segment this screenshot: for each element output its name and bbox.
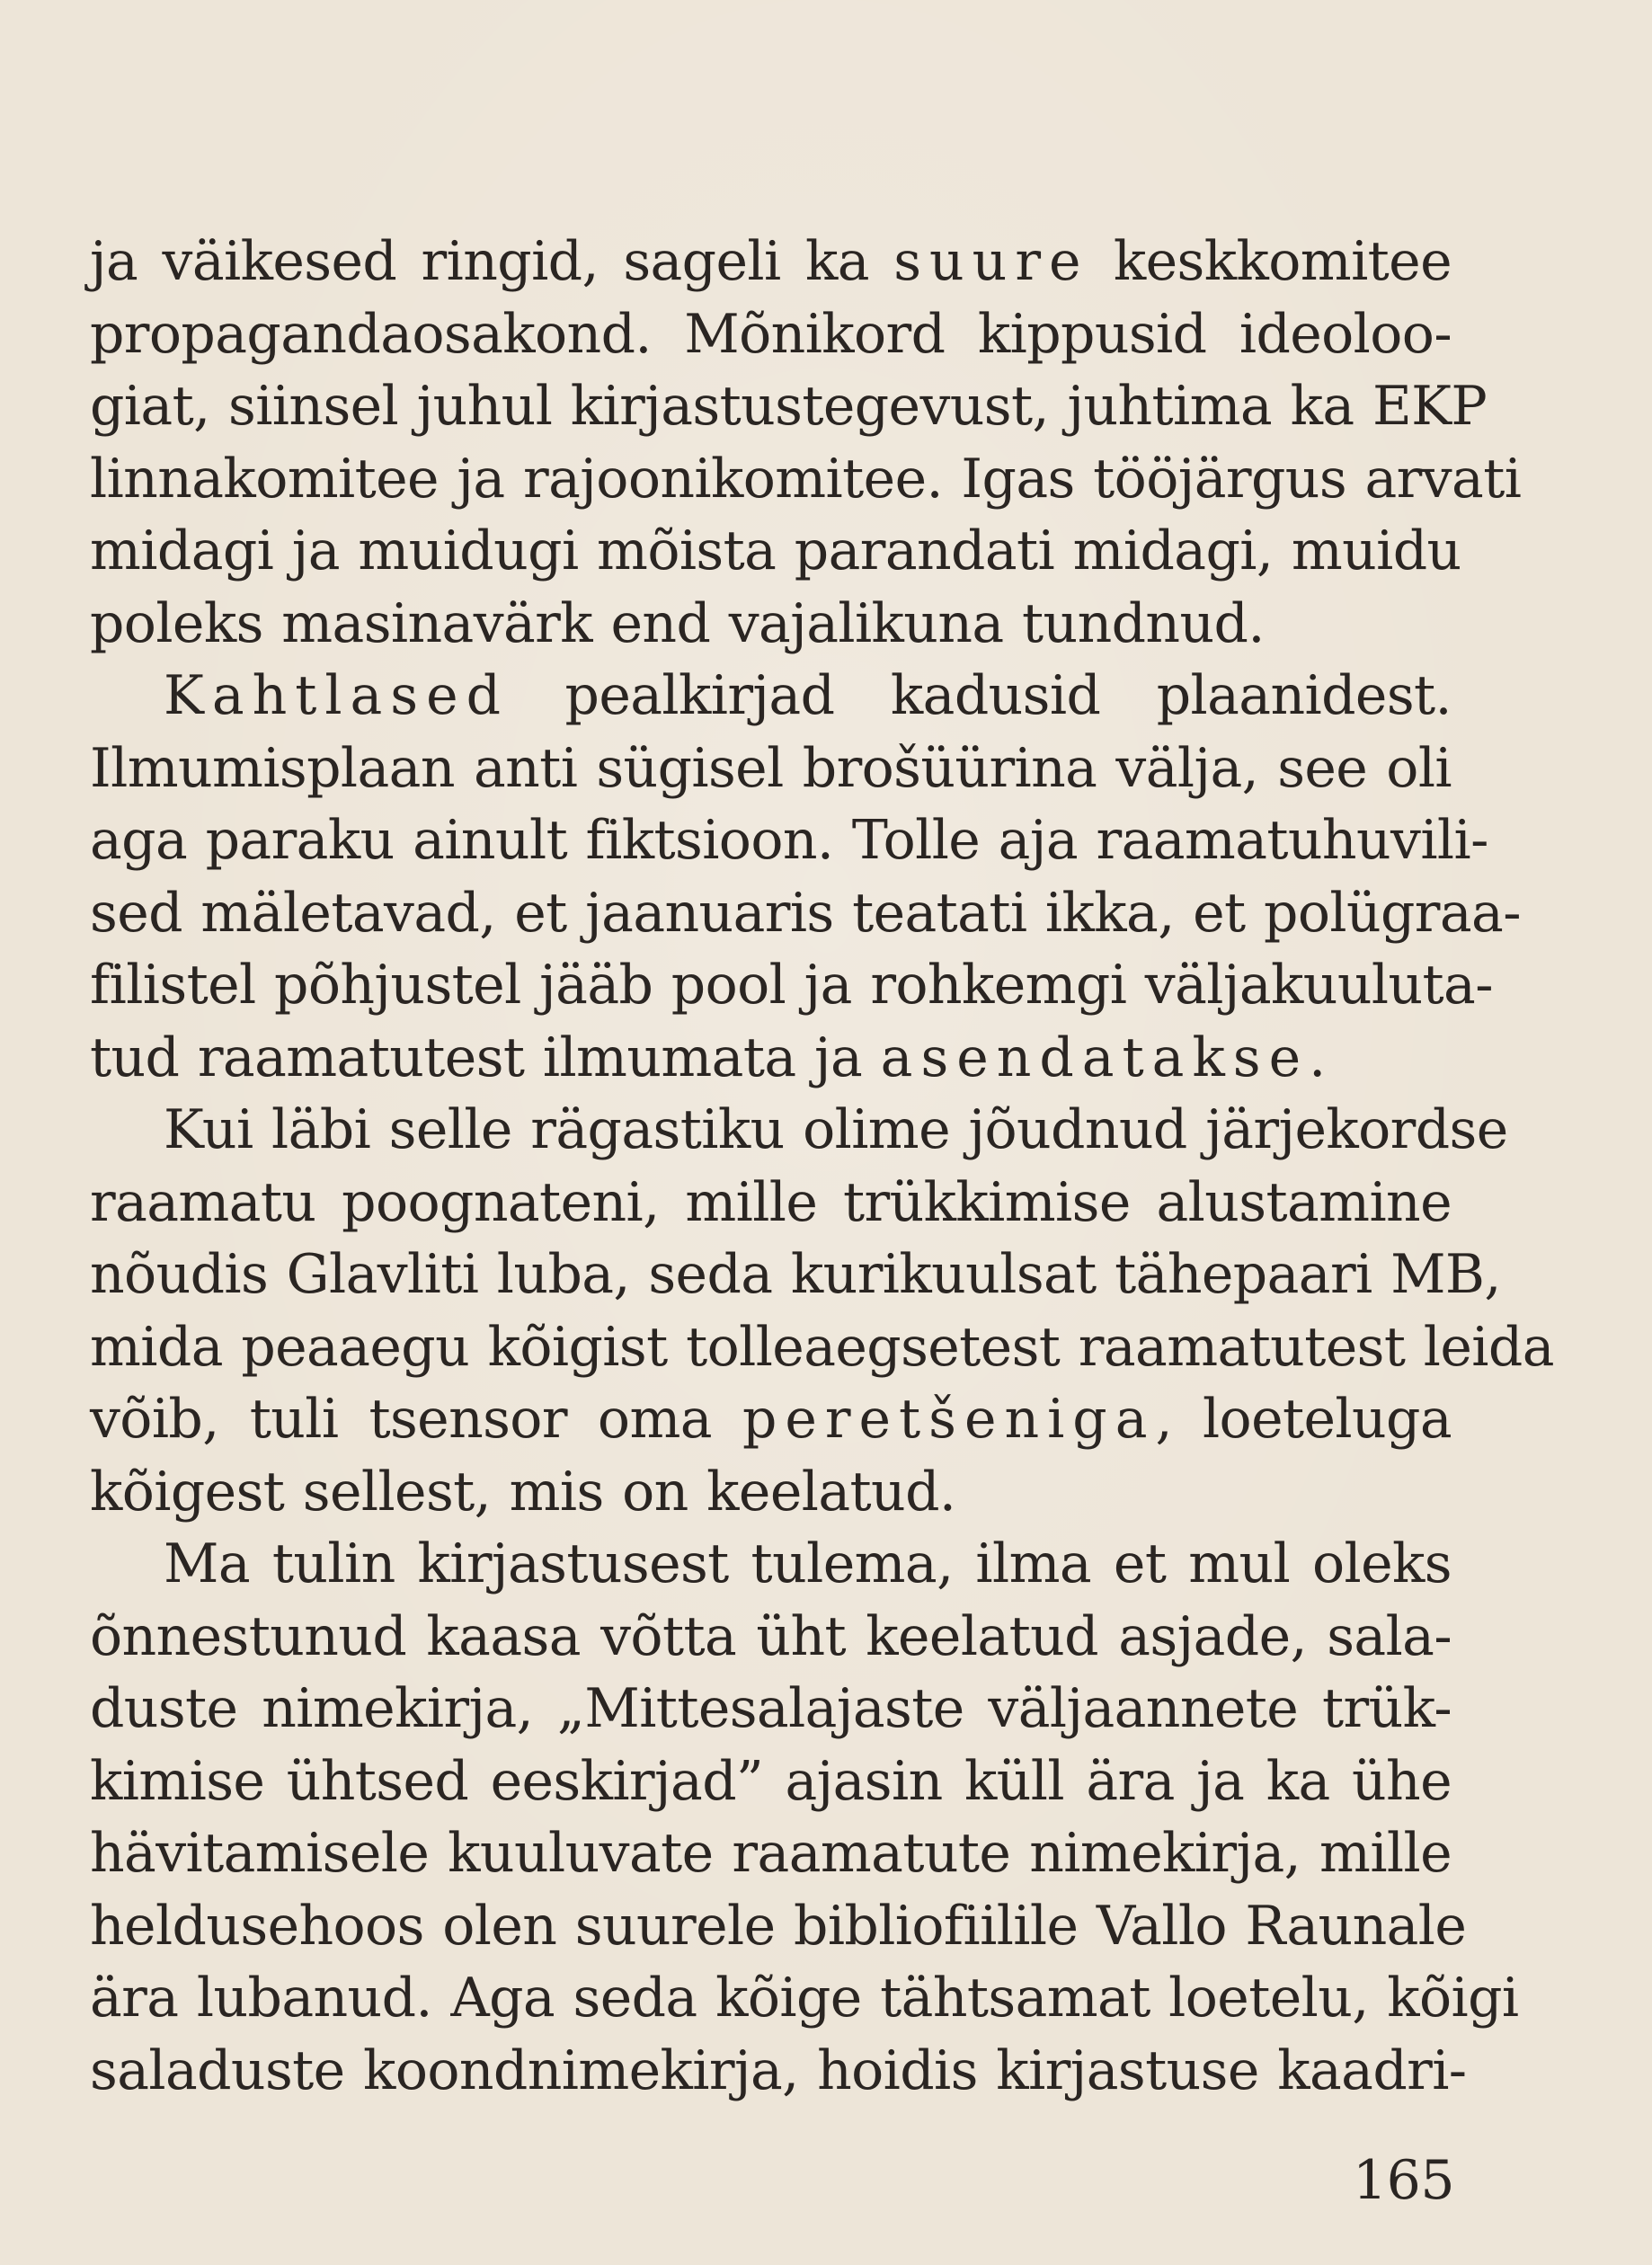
- text-line: [90, 1456, 1452, 1529]
- text-line: [90, 1817, 1452, 1890]
- text-line: [90, 733, 1452, 805]
- text-segment: keskkomitee: [1088, 230, 1452, 293]
- text-segment: mida peaaegu kõigist tolleaegsetest raamatutest leida: [90, 1315, 1554, 1379]
- text-segment: poleks masinavärk end vajalikuna tundnud.: [90, 591, 1265, 655]
- text-segment: aga paraku ainult fiktsioon. Tolle aja raamatuhuvili-: [90, 809, 1488, 872]
- text-segment: tud raamatutest ilmumata ja: [90, 1026, 881, 1089]
- text-segment: sed mäletavad, et jaanuaris teatati ikka, et polügraa-: [90, 881, 1521, 945]
- text-line: [90, 1890, 1467, 1963]
- text-segment: ära lubanud. Aga seda kõige tähtsamat loetelu, kõigi: [90, 1967, 1519, 2030]
- text-line: [90, 1962, 1519, 2035]
- text-segment: duste nimekirja, „Mittesalajaste väljaannete trük-: [90, 1677, 1452, 1740]
- page-number: 165: [1352, 2149, 1454, 2212]
- text-segment: pealkirjad kadusid plaanidest.: [509, 664, 1452, 727]
- text-line: [90, 226, 1452, 298]
- text-segment: filistel põhjustel jääb pool ja rohkemgi väljakuuluta-: [90, 954, 1493, 1017]
- text-segment: Kui läbi selle rägastiku olime jõudnud järjekordse: [164, 1098, 1508, 1161]
- text-segment: õnnestunud kaasa võtta üht keelatud asjade, sala-: [90, 1604, 1452, 1668]
- text-segment: linnakomitee ja rajoonikomitee. Igas tööjärgus arvati: [90, 447, 1522, 511]
- text-segment: kimise ühtsed eeskirjad” ajasin küll ära ja ka ühe: [90, 1749, 1452, 1813]
- text-segment: võib, tuli tsensor oma: [90, 1388, 742, 1451]
- text-segment: hävitamisele kuuluvate raamatute nimekirja, mille: [90, 1822, 1452, 1885]
- text-line: [90, 949, 1493, 1022]
- text-segment: Ma tulin kirjastusest tulema, ilma et mul oleks: [164, 1532, 1452, 1595]
- text-segment: giat, siinsel juhul kirjastustegevust, juhtima ka EKP: [90, 375, 1488, 438]
- emphasized-spaced-word: asendatakse: [880, 1026, 1310, 1089]
- text-line: [90, 588, 1452, 661]
- text-line: [90, 1167, 1452, 1239]
- text-segment: heldusehoos olen suurele bibliofiilile Vallo Raunale: [90, 1894, 1467, 1958]
- text-line: [90, 804, 1488, 877]
- text-segment: ja väikesed ringid, sageli ka: [90, 230, 894, 293]
- text-segment: saladuste koondnimekirja, hoidis kirjastuse kaadri-: [90, 2038, 1467, 2102]
- text-segment: kõigest sellest, mis on keelatud.: [90, 1460, 956, 1523]
- text-line: [90, 1673, 1452, 1745]
- text-line: [90, 2035, 1467, 2108]
- text-line: [90, 1601, 1452, 1674]
- emphasized-spaced-word: suure: [893, 230, 1089, 293]
- text-segment: midagi ja muidugi mõista parandati midagi, muidu: [90, 520, 1461, 582]
- text-line: [90, 443, 1522, 516]
- text-segment: nõudis Glavliti luba, seda kurikuulsat tähepaari MB,: [90, 1243, 1501, 1306]
- text-line: [90, 877, 1521, 950]
- text-line: [90, 660, 1452, 733]
- text-line: [90, 515, 1461, 588]
- text-line: [90, 1094, 1508, 1167]
- text-line: [90, 1311, 1554, 1384]
- text-segment: Ilmumisplaan anti sügisel brošüürina välja, see oli: [90, 736, 1452, 800]
- text-line: [90, 1022, 1452, 1095]
- text-line: [90, 1745, 1452, 1818]
- text-segment: , loeteluga: [1155, 1388, 1452, 1451]
- text-line: [90, 1528, 1452, 1601]
- emphasized-spaced-word: Kahtlased: [164, 664, 510, 727]
- emphasized-spaced-word: peretšeniga: [742, 1388, 1156, 1451]
- text-segment: propagandaosakond. Mõnikord kippusid ideoloo-: [90, 302, 1452, 366]
- text-segment: .: [1309, 1026, 1326, 1089]
- text-line: [90, 370, 1488, 443]
- text-line: [90, 1239, 1501, 1311]
- body-text: [90, 226, 1554, 2107]
- text-line: [90, 1383, 1452, 1456]
- text-segment: raamatu poognateni, mille trükkimise alustamine: [90, 1170, 1452, 1234]
- text-line: [90, 298, 1452, 371]
